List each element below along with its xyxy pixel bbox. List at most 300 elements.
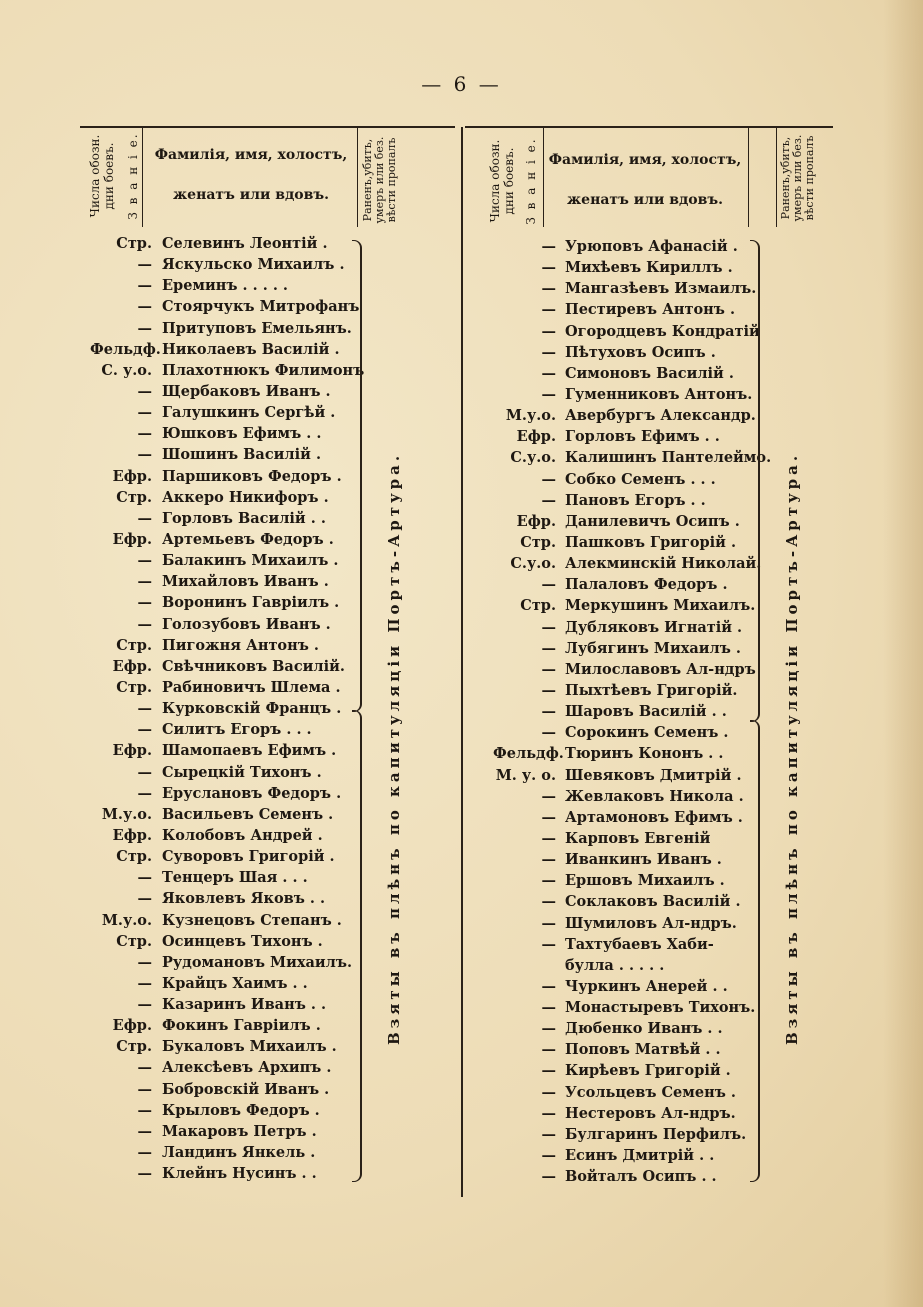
entry-row — [90, 550, 355, 571]
entry-name: Симоновъ Василій . — [565, 364, 734, 382]
entry-rank: Ефр. — [112, 1017, 152, 1035]
entry-name: Колобовъ Андрей . — [162, 826, 323, 844]
left-table-top-rule — [80, 126, 455, 128]
right-header-status — [780, 128, 816, 228]
entry-row — [90, 931, 355, 952]
entry-rank: М.у.о. — [505, 407, 556, 425]
entry-row — [493, 849, 748, 870]
entry-name: Щербаковъ Иванъ . — [162, 382, 331, 400]
entry-row — [90, 804, 355, 825]
entry-row — [493, 342, 748, 363]
right-header-status-line3: вѣсти пропалъ — [803, 135, 816, 221]
entry-row — [90, 846, 355, 867]
entry-rank: — — [137, 1144, 152, 1162]
entry-row — [90, 867, 355, 888]
entry-name: Силитъ Егоръ . . . — [162, 721, 312, 739]
entry-rank: — — [541, 491, 556, 509]
entry-rank: Стр. — [116, 1038, 152, 1056]
right-col-divider-1 — [543, 127, 544, 227]
entry-row — [493, 828, 748, 849]
entry-row — [493, 553, 762, 574]
entry-row — [493, 384, 753, 405]
entry-row — [90, 1163, 355, 1184]
entry-rank: — — [541, 787, 556, 805]
entry-row — [90, 296, 360, 317]
right-col-divider-2 — [748, 127, 749, 227]
entry-name: Яковлевъ Яковъ . . — [162, 890, 326, 908]
entry-name: Курковскій Францъ . — [162, 700, 342, 718]
entry-row — [90, 1121, 355, 1142]
entry-name: Калишинъ Пантелеймо. — [565, 449, 772, 467]
entry-rank: — — [137, 509, 152, 527]
entry-name: булла . . . . . — [565, 956, 665, 974]
entry-name: Алекминскій Николай. — [565, 555, 762, 573]
entry-row — [90, 719, 355, 740]
entry-row — [493, 532, 748, 553]
entry-row — [90, 656, 355, 677]
entry-row — [493, 257, 748, 278]
entry-row — [493, 976, 748, 997]
entry-row — [90, 571, 355, 592]
right-header-date — [488, 132, 516, 230]
entry-row — [493, 363, 748, 384]
entry-row — [90, 508, 355, 529]
entry-name: Васильевъ Семенъ . — [162, 805, 334, 823]
entry-row — [493, 490, 748, 511]
entry-row — [90, 973, 355, 994]
entry-rank: М.у.о. — [101, 805, 152, 823]
entry-rank: Ефр. — [112, 467, 152, 485]
entry-name: Тюринъ Кононъ . . — [565, 745, 724, 763]
entry-rank: — — [541, 576, 556, 594]
entry-name: Казаринъ Иванъ . . — [162, 996, 327, 1014]
entry-row — [90, 360, 365, 381]
entry-rank: — — [541, 1020, 556, 1038]
entry-rank: — — [137, 552, 152, 570]
entry-row — [493, 511, 748, 532]
entry-rank: — — [541, 1168, 556, 1186]
entry-rank: — — [137, 721, 152, 739]
left-header-name-line2: женатъ или вдовъ. — [173, 187, 329, 203]
entry-row — [90, 529, 355, 550]
entry-name: Чуркинъ Анерей . . — [565, 977, 728, 995]
entry-rank: — — [541, 280, 556, 298]
entry-row — [90, 381, 355, 402]
entry-row — [493, 469, 748, 490]
entry-rank: — — [541, 977, 556, 995]
entry-rank: — — [137, 404, 152, 422]
entry-name: Сорокинъ Семенъ . — [565, 724, 729, 742]
right-header-date-line1: Числа обозн. — [488, 139, 502, 223]
right-brace-lower — [750, 720, 760, 1182]
entry-row — [493, 786, 748, 807]
entry-name: Шошинъ Василій . — [162, 446, 321, 464]
entry-name: Юшковъ Ефимъ . . — [162, 425, 322, 443]
entry-row — [493, 1039, 748, 1060]
entry-row — [493, 659, 756, 680]
entry-name: Артамоновъ Ефимъ . — [565, 808, 743, 826]
entry-row — [493, 743, 748, 764]
entry-rank: — — [137, 974, 152, 992]
entry-row — [493, 278, 757, 299]
entry-name: Горловъ Василій . . — [162, 509, 326, 527]
entry-rank: — — [541, 935, 556, 953]
entry-row — [90, 318, 355, 339]
entry-name: Кузнецовъ Степанъ . — [162, 911, 342, 929]
entry-name: Тенцеръ Шая . . . — [162, 869, 308, 887]
entry-name: Кирѣевъ Григорій . — [565, 1062, 731, 1080]
entry-row — [90, 888, 355, 909]
entry-row — [90, 339, 355, 360]
entry-rank: — — [541, 1147, 556, 1165]
entry-rank: — — [137, 1059, 152, 1077]
entry-rank: С. у.о. — [101, 361, 152, 379]
entry-rank: — — [541, 1062, 556, 1080]
entry-row — [493, 722, 748, 743]
entry-name: Паршиковъ Федоръ . — [162, 467, 342, 485]
entry-name: Яскульско Михаилъ . — [162, 256, 345, 274]
entry-row — [493, 891, 748, 912]
page-number: — 6 — — [421, 72, 502, 96]
entry-rank: — — [541, 703, 556, 721]
entry-name: Крыловъ Федоръ . — [162, 1101, 320, 1119]
entry-name: Данилевичъ Осипъ . — [565, 512, 740, 530]
entry-name: Галушкинъ Сергѣй . — [162, 404, 336, 422]
right-brace-upper — [750, 240, 760, 722]
entry-rank: — — [137, 298, 152, 316]
left-header-rank: З в а н і е. — [126, 132, 140, 220]
entry-rank: — — [137, 446, 152, 464]
entry-row — [493, 595, 756, 616]
left-entries-list — [90, 233, 365, 1184]
entry-row — [90, 402, 355, 423]
entry-rank: — — [541, 1083, 556, 1101]
entry-row — [90, 1015, 355, 1036]
entry-name: Крайцъ Хаимъ . . — [162, 974, 308, 992]
entry-rank: — — [137, 996, 152, 1014]
entry-row — [493, 321, 760, 342]
entry-name: Макаровъ Петръ . — [162, 1122, 317, 1140]
entry-name: Пестиревъ Антонъ . — [565, 301, 736, 319]
entry-name: Меркушинъ Михаилъ. — [565, 597, 756, 615]
entry-row — [90, 740, 355, 761]
entry-name: Соклаковъ Василій . — [565, 893, 741, 911]
entry-row — [493, 299, 748, 320]
entry-name: Огородцевъ Кондратій — [565, 322, 760, 340]
left-brace-lower — [352, 710, 362, 1182]
entry-name: Пигожня Антонъ . — [162, 636, 319, 654]
entry-rank: — — [137, 890, 152, 908]
entry-name: Усольцевъ Семенъ . — [565, 1083, 736, 1101]
entry-rank: С.у.о. — [510, 449, 556, 467]
entry-rank: — — [137, 615, 152, 633]
entry-name: Мангазѣевъ Измаилъ. — [565, 280, 757, 298]
entry-row — [493, 955, 748, 976]
entry-name: Аккеро Никифоръ . — [162, 488, 329, 506]
entry-name: Карповъ Евгеній — [565, 829, 711, 847]
entry-rank: — — [137, 573, 152, 591]
entry-rank: — — [137, 1122, 152, 1140]
entry-rank: — — [541, 681, 556, 699]
entry-rank: — — [541, 385, 556, 403]
entry-name: Пѣтуховъ Осипъ . — [565, 343, 716, 361]
right-header-status-line2: умеръ или без. — [791, 134, 804, 222]
entry-rank: — — [137, 1080, 152, 1098]
entry-name: Авербургъ Александр. — [565, 407, 756, 425]
entry-row — [493, 1145, 748, 1166]
entry-row — [90, 910, 355, 931]
entry-name: Шумиловъ Ал-ндръ. — [565, 914, 737, 932]
entry-rank: — — [541, 639, 556, 657]
left-header-status-line2: умеръ или без. — [373, 136, 386, 224]
entry-rank: Стр. — [116, 678, 152, 696]
entry-rank: — — [541, 660, 556, 678]
entry-row — [90, 635, 355, 656]
entry-rank: — — [137, 425, 152, 443]
entry-rank: Фельдф. — [493, 745, 564, 763]
entry-row — [493, 680, 748, 701]
entry-rank: — — [137, 763, 152, 781]
entry-name: Собко Семенъ . . . — [565, 470, 716, 488]
entry-rank: Ефр. — [516, 428, 556, 446]
entry-rank: Ефр. — [516, 512, 556, 530]
entry-name: Артемьевъ Федоръ . — [162, 530, 334, 548]
entry-rank: — — [137, 700, 152, 718]
entry-rank: — — [541, 1104, 556, 1122]
entry-name: Балакинъ Михаилъ . — [162, 552, 339, 570]
entry-name: Свѣчниковъ Василій. — [162, 657, 345, 675]
right-header-name-line2: женатъ или вдовъ. — [567, 192, 723, 208]
entry-name: Воронинъ Гавріилъ . — [162, 594, 340, 612]
entry-row — [493, 405, 756, 426]
entry-rank: — — [541, 238, 556, 255]
entry-name: Плахотнюкъ Филимонъ — [162, 361, 365, 379]
right-table-top-rule — [465, 126, 833, 128]
entry-name: Букаловъ Михаилъ . — [162, 1038, 337, 1056]
entry-row — [493, 997, 756, 1018]
entry-name: Иванкинъ Иванъ . — [565, 851, 722, 869]
entry-rank: — — [541, 851, 556, 869]
entry-rank: — — [137, 256, 152, 274]
entry-row — [90, 466, 355, 487]
entry-rank: — — [137, 953, 152, 971]
entry-row — [493, 638, 748, 659]
entry-row — [90, 1100, 355, 1121]
left-header-name-line1: Фамилія, имя, холостъ, — [154, 147, 348, 163]
entry-rank: — — [137, 594, 152, 612]
entry-row — [90, 487, 355, 508]
entry-name: Милославовъ Ал-ндръ — [565, 660, 756, 678]
entry-row — [90, 1036, 355, 1057]
entry-row — [90, 698, 355, 719]
entry-name: Голозубовъ Иванъ . — [162, 615, 331, 633]
entry-name: Пашковъ Григорій . — [565, 533, 737, 551]
entry-row — [493, 934, 748, 955]
entry-name: Булгаринъ Перфилъ. — [565, 1125, 747, 1143]
entry-rank: — — [137, 1101, 152, 1119]
page-edge-shading — [883, 0, 923, 1307]
entry-rank: — — [541, 364, 556, 382]
entry-row — [493, 870, 748, 891]
entry-row — [493, 574, 748, 595]
entry-rank: — — [541, 301, 556, 319]
right-status-text: Взяты въ плѣнъ по капитуляціи Портъ-Артура. — [783, 451, 801, 1045]
entry-row — [90, 423, 355, 444]
entry-rank: Ефр. — [112, 742, 152, 760]
entry-row — [90, 1142, 355, 1163]
entry-row — [90, 592, 355, 613]
entry-name: Михѣевъ Кириллъ . — [565, 259, 733, 277]
right-entries-list — [493, 236, 772, 1187]
entry-name: Шамопаевъ Ефимъ . — [162, 742, 337, 760]
entry-name: Горловъ Ефимъ . . — [565, 428, 720, 446]
entry-name: Дубляковъ Игнатій . — [565, 618, 743, 636]
entry-name: Фокинъ Гавріилъ . — [162, 1017, 321, 1035]
entry-rank: Фельдф. — [90, 340, 161, 358]
right-col-divider-3 — [776, 127, 777, 227]
left-header-status — [362, 128, 398, 232]
entry-name: Шевяковъ Дмитрій . — [565, 766, 742, 784]
entry-rank: — — [541, 343, 556, 361]
entry-rank: Ефр. — [112, 530, 152, 548]
entry-rank: Стр. — [520, 533, 556, 551]
left-col-divider-1 — [142, 127, 143, 227]
entry-row — [90, 614, 355, 635]
left-header-date — [88, 130, 116, 222]
entry-rank: — — [541, 322, 556, 340]
entry-rank: Ефр. — [112, 826, 152, 844]
entry-rank: — — [541, 1125, 556, 1143]
center-divider — [461, 127, 463, 1197]
entry-name: Ландинъ Янкель . — [162, 1144, 316, 1162]
entry-rank: — — [137, 784, 152, 802]
entry-row — [493, 913, 748, 934]
entry-name: Тахтубаевъ Хаби- — [565, 935, 714, 953]
entry-rank: — — [541, 1041, 556, 1059]
entry-row — [90, 233, 355, 254]
entry-name: Николаевъ Василій . — [162, 340, 340, 358]
entry-row — [493, 447, 772, 468]
left-header-date-line2: дни боевъ. — [102, 142, 116, 210]
entry-row — [90, 444, 355, 465]
entry-rank: — — [541, 829, 556, 847]
entry-name: Бобровскій Иванъ . — [162, 1080, 330, 1098]
entry-rank: — — [541, 914, 556, 932]
entry-name: Шаровъ Василій . . — [565, 703, 727, 721]
entry-row — [90, 952, 355, 973]
entry-rank: — — [541, 893, 556, 911]
entry-name: Войталъ Осипъ . . — [565, 1168, 717, 1186]
entry-row — [90, 825, 355, 846]
entry-name: Стоярчукъ Митрофанъ — [162, 298, 360, 316]
entry-name: Суворовъ Григорій . — [162, 848, 335, 866]
entry-rank: — — [137, 1165, 152, 1183]
entry-rank: — — [541, 259, 556, 277]
entry-row — [493, 236, 748, 257]
entry-row — [493, 807, 748, 828]
entry-row — [90, 677, 355, 698]
left-header-status-line1: Раненъ,убитъ, — [361, 138, 374, 222]
entry-rank: — — [541, 872, 556, 890]
entry-name: Ереминъ . . . . . — [162, 277, 288, 295]
entry-name: Поповъ Матвѣй . . — [565, 1041, 721, 1059]
entry-row — [493, 1103, 748, 1124]
entry-rank: Стр. — [116, 932, 152, 950]
entry-row — [90, 1079, 355, 1100]
entry-rank: Стр. — [116, 636, 152, 654]
entry-row — [90, 762, 355, 783]
entry-rank: Стр. — [520, 597, 556, 615]
entry-name: Жевлаковъ Никола . — [565, 787, 744, 805]
entry-row — [493, 1166, 748, 1187]
entry-name: Дюбенко Иванъ . . — [565, 1020, 723, 1038]
entry-name: Ершовъ Михаилъ . — [565, 872, 725, 890]
entry-rank: Ефр. — [112, 657, 152, 675]
entry-rank: — — [137, 277, 152, 295]
entry-rank: — — [137, 319, 152, 337]
entry-name: Клейнъ Нусинъ . . — [162, 1165, 317, 1183]
entry-row — [493, 765, 748, 786]
entry-name: Урюповъ Афанасій . — [565, 238, 738, 255]
entry-name: Лубягинъ Михаилъ . — [565, 639, 741, 657]
entry-rank: С.у.о. — [510, 555, 556, 573]
entry-name: Рабиновичъ Шлема . — [162, 678, 341, 696]
entry-row — [90, 1057, 355, 1078]
entry-rank: Стр. — [116, 235, 152, 252]
entry-rank: — — [541, 724, 556, 742]
entry-row — [90, 783, 355, 804]
entry-rank: М. у. о. — [495, 766, 556, 784]
entry-rank: — — [541, 618, 556, 636]
entry-rank: — — [541, 470, 556, 488]
entry-name: Монастыревъ Тихонъ. — [565, 999, 756, 1017]
entry-name: Нестеровъ Ал-ндръ. — [565, 1104, 736, 1122]
entry-row — [493, 1060, 748, 1081]
entry-rank: М.у.о. — [101, 911, 152, 929]
left-header-status-line3: вѣсти пропалъ — [385, 137, 398, 223]
left-brace-upper — [352, 240, 362, 712]
right-header-rank: З в а н і е. — [524, 137, 538, 225]
entry-rank: — — [541, 999, 556, 1017]
entry-name: Осинцевъ Тихонъ . — [162, 932, 323, 950]
entry-row — [493, 426, 748, 447]
entry-name: Михайловъ Иванъ . — [162, 573, 329, 591]
entry-row — [493, 1124, 748, 1145]
entry-name: Притуповъ Емельянъ. — [162, 319, 352, 337]
entry-row — [90, 254, 355, 275]
entry-rank: Стр. — [116, 848, 152, 866]
entry-row — [90, 994, 355, 1015]
right-header-name-line1: Фамилія, имя, холостъ, — [548, 152, 742, 168]
entry-row — [493, 1082, 748, 1103]
entry-name: Гуменниковъ Антонъ. — [565, 385, 753, 403]
entry-rank: — — [541, 808, 556, 826]
entry-name: Сырецкій Тихонъ . — [162, 763, 322, 781]
entry-name: Селевинъ Леонтій . — [162, 235, 328, 252]
entry-row — [493, 617, 748, 638]
right-header-status-line1: Раненъ,убитъ, — [779, 136, 792, 220]
entry-name: Рудомановъ Михаилъ. — [162, 953, 353, 971]
left-status-text: Взяты въ плѣнъ по капитуляціи Портъ-Артура. — [385, 451, 403, 1045]
left-col-divider-2 — [357, 127, 358, 227]
entry-name: Есинъ Дмитрій . . — [565, 1147, 715, 1165]
right-header-date-line2: дни боевъ. — [502, 147, 516, 215]
entry-row — [493, 701, 748, 722]
entry-rank: — — [137, 382, 152, 400]
entry-rank: Стр. — [116, 488, 152, 506]
entry-name: Еруслановъ Федоръ . — [162, 784, 342, 802]
entry-row — [90, 275, 355, 296]
